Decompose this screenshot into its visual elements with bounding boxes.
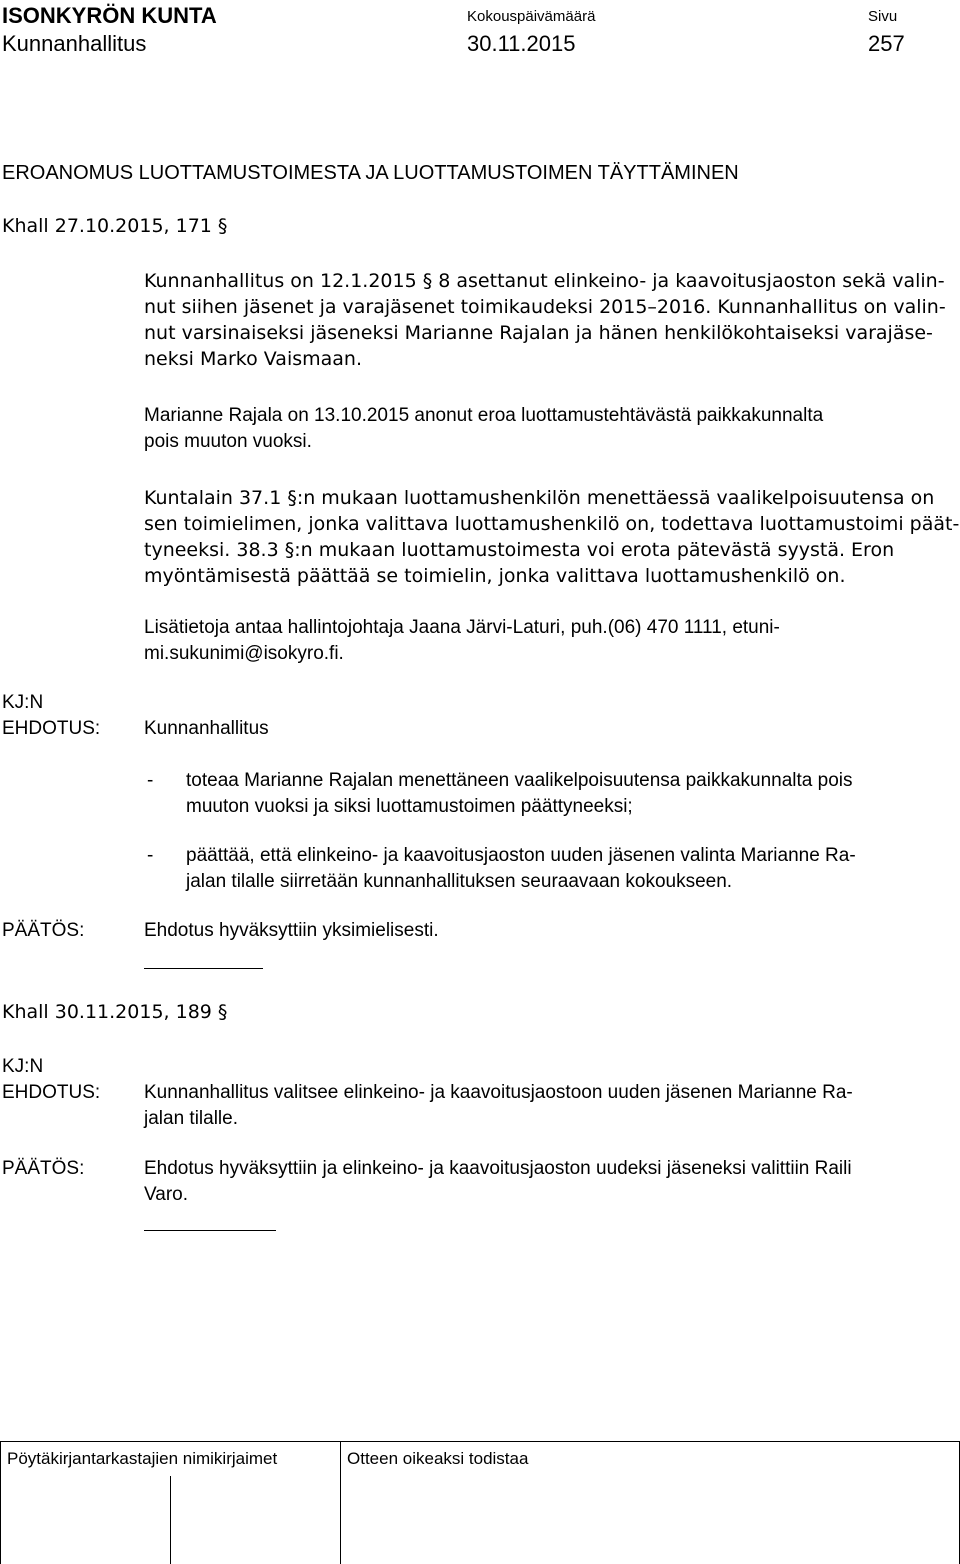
text-line: Kuntalain 37.1 §:n mukaan luottamushenkilön menettäessä vaalikelpoisuutensa on	[144, 487, 935, 509]
proposal-label-line1: KJ:N	[2, 1056, 44, 1077]
footer-divider	[0, 1441, 1, 1564]
text-line: Ehdotus hyväksyttiin ja elinkeino- ja kaavoitusjaoston uudeksi jäseneksi valittiin Raili	[144, 1158, 852, 1179]
section-divider	[144, 968, 263, 969]
bullet-text	[186, 843, 856, 895]
section2-reference: Khall 30.11.2015, 189 §	[2, 1001, 228, 1023]
text-line: jalan tilalle siirretään kunnanhallituksen seuraavaan kokoukseen.	[186, 871, 733, 892]
meeting-date: 30.11.2015	[467, 31, 576, 56]
bullet-text	[186, 768, 853, 820]
text-line: jalan tilalle.	[144, 1108, 238, 1129]
text-line: pois muuton vuoksi.	[144, 431, 312, 452]
proposal-label	[2, 1054, 100, 1106]
text-line: nut varsinaiseksi jäseneksi Marianne Rajalan ja hänen henkilökohtaiseksi varajäse-	[144, 322, 933, 344]
section-divider	[144, 1230, 276, 1231]
text-line: nut siihen jäsenet ja varajäsenet toimikaudeksi 2015–2016. Kunnanhallitus on valin-	[144, 296, 946, 318]
text-line: Marianne Rajala on 13.10.2015 anonut eroa luottamustehtävästä paikkakunnalta	[144, 405, 824, 426]
footer-top-border	[0, 1441, 960, 1442]
footer-certification-label: Otteen oikeaksi todistaa	[347, 1449, 529, 1468]
text-line: Lisätietoja antaa hallintojohtaja Jaana Järvi-Laturi, puh.(06) 470 1111, etuni-	[144, 617, 780, 638]
decision-label: PÄÄTÖS:	[2, 1158, 85, 1179]
proposal-text: Kunnanhallitus	[144, 718, 269, 739]
section1-reference: Khall 27.10.2015, 171 §	[2, 215, 228, 237]
bullet-marker: -	[147, 770, 154, 791]
text-line: päättää, että elinkeino- ja kaavoitusjaoston uuden jäsenen valinta Marianne Ra-	[186, 845, 856, 866]
decision-text	[144, 1156, 852, 1208]
text-line: myöntämisestä päättää se toimielin, jonka valittava luottamushenkilö on.	[144, 565, 846, 587]
body-name: Kunnanhallitus	[2, 31, 147, 56]
proposal-label-line1: KJ:N	[2, 692, 44, 713]
document-title: EROANOMUS LUOTTAMUSTOIMESTA JA LUOTTAMUSTOIMEN TÄYTTÄMINEN	[2, 162, 739, 184]
footer-signature-label: Pöytäkirjantarkastajien nimikirjaimet	[7, 1449, 278, 1468]
text-line: toteaa Marianne Rajalan menettäneen vaalikelpoisuutensa paikkakunnalta pois	[186, 770, 853, 791]
text-line: mi.sukunimi@isokyro.fi.	[144, 643, 344, 664]
text-line: Kunnanhallitus valitsee elinkeino- ja kaavoitusjaostoon uuden jäsenen Marianne Ra-	[144, 1082, 853, 1103]
text-line: sen toimielimen, jonka valittava luottamushenkilö on, todettava luottamustoimi päät-	[144, 513, 960, 535]
section1-paragraph-2	[144, 403, 823, 455]
section1-paragraph-1	[144, 268, 946, 372]
proposal-label	[2, 690, 100, 742]
bullet-marker: -	[147, 845, 154, 866]
page-number: 257	[868, 31, 905, 56]
org-name: ISONKYRÖN KUNTA	[2, 3, 217, 28]
section1-paragraph-4	[144, 615, 780, 667]
text-line: muuton vuoksi ja siksi luottamustoimen päättyneeksi;	[186, 796, 633, 817]
section1-paragraph-3	[144, 485, 959, 589]
page-label: Sivu	[868, 8, 898, 25]
footer-divider	[340, 1441, 341, 1564]
date-label: Kokouspäivämäärä	[467, 8, 596, 25]
proposal-label-line2: EHDOTUS:	[2, 718, 101, 739]
text-line: tyneeksi. 38.3 §:n mukaan luottamustoimesta voi erota pätevästä syystä. Eron	[144, 539, 895, 561]
text-line: neksi Marko Vaismaan.	[144, 348, 363, 370]
proposal-text	[144, 1080, 853, 1132]
text-line: Kunnanhallitus on 12.1.2015 § 8 asettanut elinkeino- ja kaavoitusjaoston sekä valin-	[144, 270, 945, 292]
text-line: Varo.	[144, 1184, 189, 1205]
proposal-label-line2: EHDOTUS:	[2, 1082, 101, 1103]
footer-divider	[170, 1476, 171, 1564]
decision-label: PÄÄTÖS:	[2, 920, 85, 941]
decision-text: Ehdotus hyväksyttiin yksimielisesti.	[144, 920, 439, 941]
